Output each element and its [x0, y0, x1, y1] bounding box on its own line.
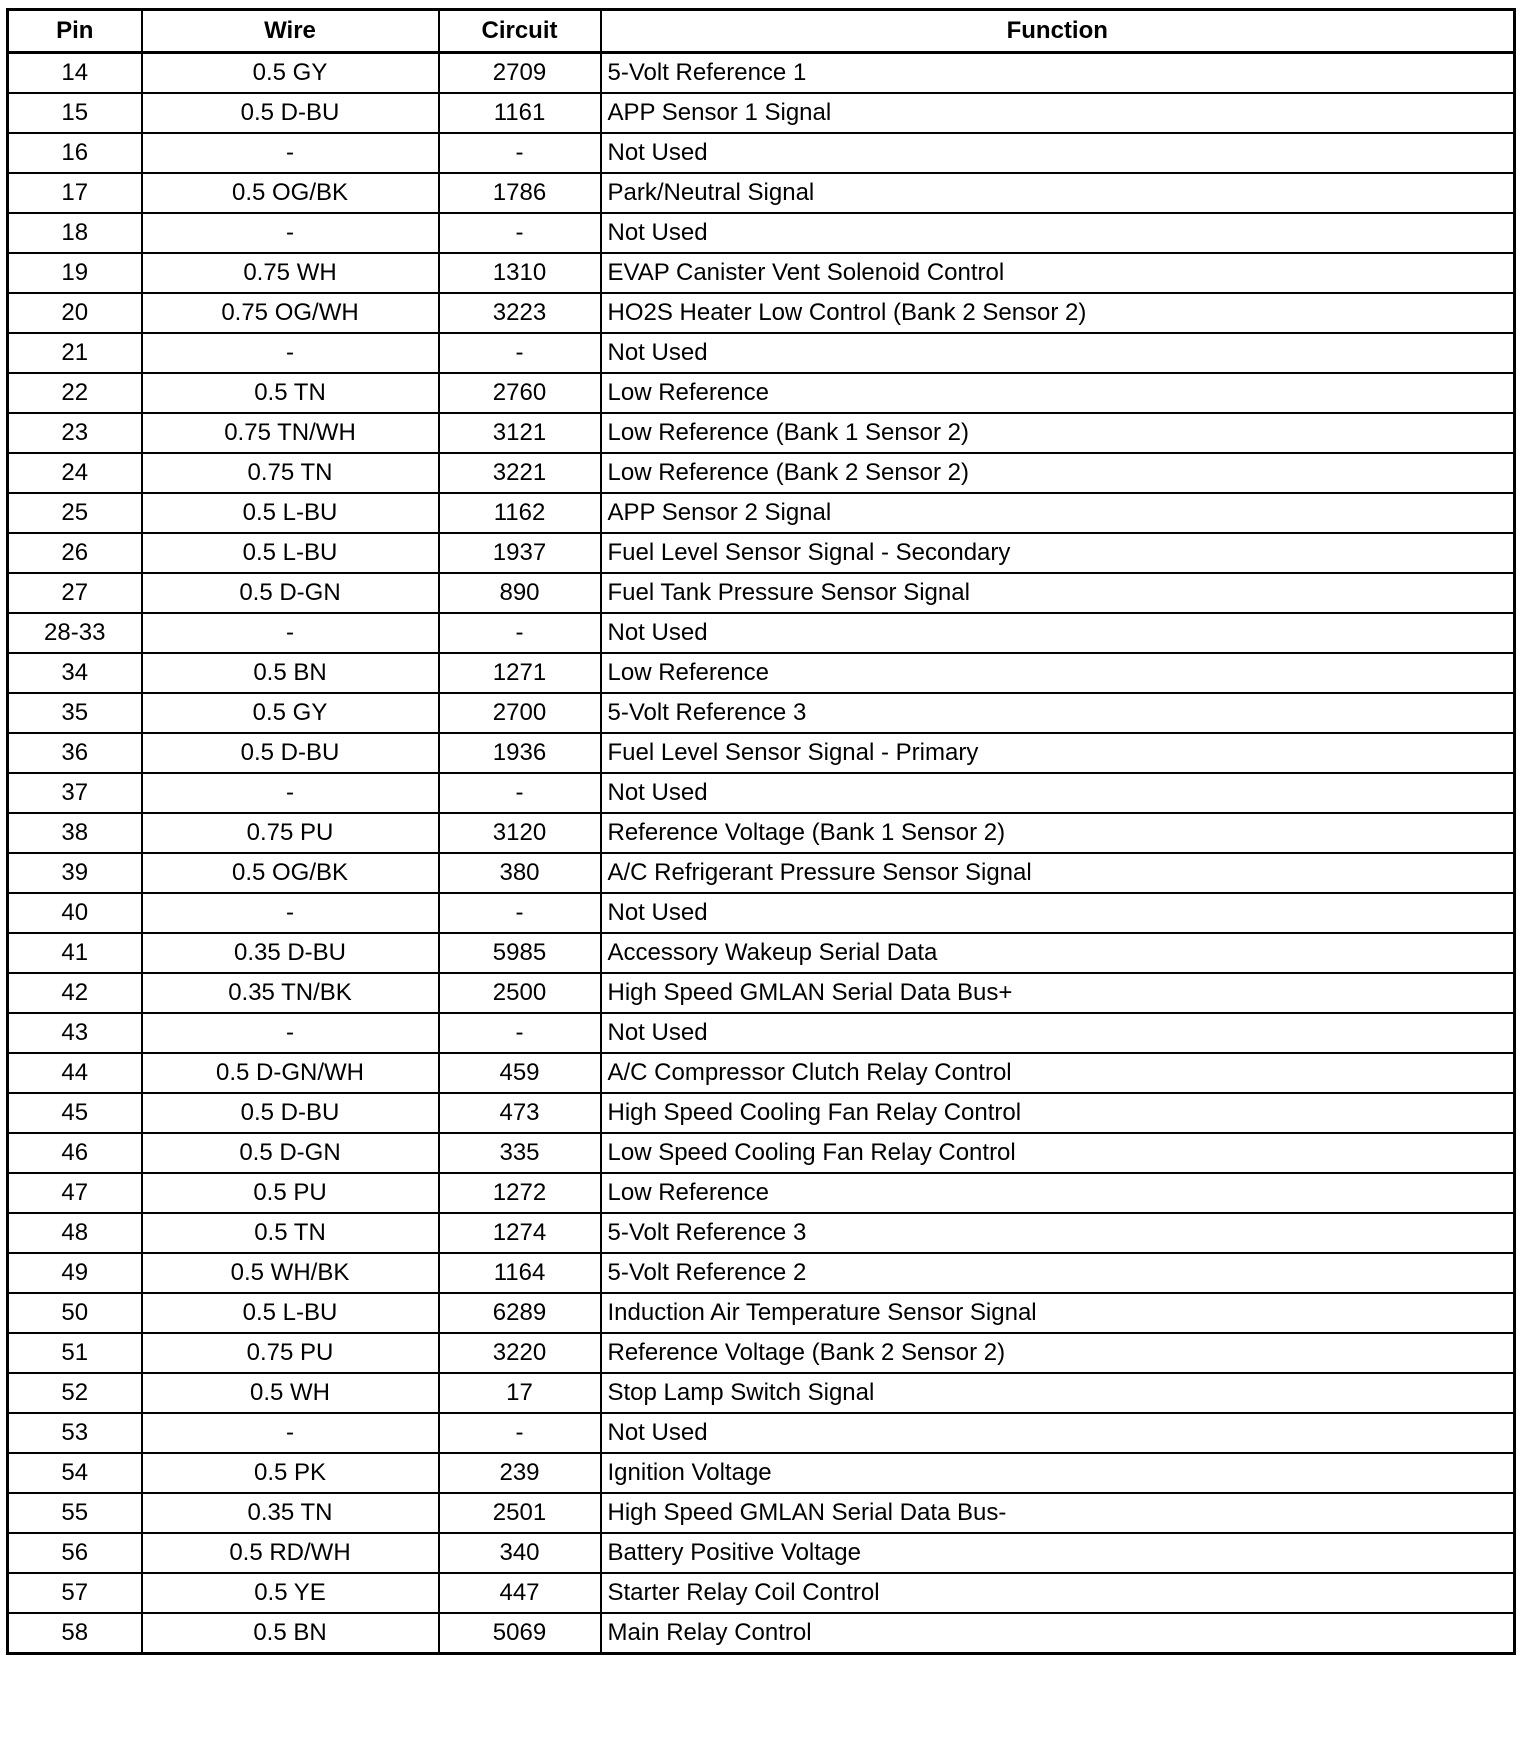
cell-function: Not Used	[601, 133, 1515, 173]
table-row	[8, 1253, 1515, 1293]
cell-wire: 0.5 L-BU	[142, 533, 439, 573]
cell-wire: 0.75 OG/WH	[142, 293, 439, 333]
cell-wire: -	[142, 893, 439, 933]
table-row	[8, 1613, 1515, 1654]
cell-function: EVAP Canister Vent Solenoid Control	[601, 253, 1515, 293]
cell-wire: 0.5 BN	[142, 653, 439, 693]
cell-wire: 0.5 D-BU	[142, 93, 439, 133]
table-row	[8, 413, 1515, 453]
cell-function: Battery Positive Voltage	[601, 1533, 1515, 1573]
cell-wire: 0.5 PK	[142, 1453, 439, 1493]
table-row	[8, 293, 1515, 333]
cell-function: 5-Volt Reference 3	[601, 1213, 1515, 1253]
cell-wire: -	[142, 1013, 439, 1053]
table-row	[8, 133, 1515, 173]
cell-pin: 23	[8, 413, 142, 453]
cell-pin: 52	[8, 1373, 142, 1413]
cell-circuit: 2709	[439, 53, 601, 94]
cell-pin: 56	[8, 1533, 142, 1573]
cell-circuit: 1164	[439, 1253, 601, 1293]
cell-function: HO2S Heater Low Control (Bank 2 Sensor 2)	[601, 293, 1515, 333]
cell-wire: 0.5 D-GN	[142, 573, 439, 613]
cell-pin: 54	[8, 1453, 142, 1493]
cell-function: Not Used	[601, 893, 1515, 933]
cell-pin: 34	[8, 653, 142, 693]
cell-wire: 0.5 RD/WH	[142, 1533, 439, 1573]
table-row	[8, 733, 1515, 773]
cell-wire: 0.5 WH	[142, 1373, 439, 1413]
cell-function: High Speed GMLAN Serial Data Bus+	[601, 973, 1515, 1013]
cell-pin: 44	[8, 1053, 142, 1093]
cell-pin: 18	[8, 213, 142, 253]
cell-pin: 42	[8, 973, 142, 1013]
cell-circuit: 1274	[439, 1213, 601, 1253]
cell-pin: 17	[8, 173, 142, 213]
cell-wire: 0.5 TN	[142, 373, 439, 413]
cell-wire: 0.5 OG/BK	[142, 853, 439, 893]
cell-circuit: 1161	[439, 93, 601, 133]
header-wire: Wire	[142, 10, 439, 53]
cell-wire: 0.5 L-BU	[142, 1293, 439, 1333]
table-row	[8, 1453, 1515, 1493]
cell-function: APP Sensor 1 Signal	[601, 93, 1515, 133]
cell-function: Fuel Tank Pressure Sensor Signal	[601, 573, 1515, 613]
cell-circuit: 2501	[439, 1493, 601, 1533]
cell-function: Not Used	[601, 213, 1515, 253]
table-row	[8, 1333, 1515, 1373]
cell-wire: -	[142, 333, 439, 373]
table-row	[8, 933, 1515, 973]
cell-function: Fuel Level Sensor Signal - Secondary	[601, 533, 1515, 573]
table-row	[8, 653, 1515, 693]
cell-circuit: 3221	[439, 453, 601, 493]
connector-pinout-table	[6, 8, 1516, 1655]
cell-circuit: 2500	[439, 973, 601, 1013]
cell-function: Reference Voltage (Bank 1 Sensor 2)	[601, 813, 1515, 853]
cell-wire: 0.5 GY	[142, 693, 439, 733]
table-row	[8, 1293, 1515, 1333]
cell-wire: 0.5 TN	[142, 1213, 439, 1253]
cell-pin: 39	[8, 853, 142, 893]
table-row	[8, 853, 1515, 893]
cell-pin: 26	[8, 533, 142, 573]
cell-circuit: 1272	[439, 1173, 601, 1213]
cell-pin: 38	[8, 813, 142, 853]
cell-wire: 0.75 WH	[142, 253, 439, 293]
cell-circuit: -	[439, 893, 601, 933]
cell-circuit: 1271	[439, 653, 601, 693]
cell-pin: 55	[8, 1493, 142, 1533]
cell-function: Accessory Wakeup Serial Data	[601, 933, 1515, 973]
cell-function: High Speed GMLAN Serial Data Bus-	[601, 1493, 1515, 1533]
header-function: Function	[601, 10, 1515, 53]
cell-circuit: 17	[439, 1373, 601, 1413]
cell-function: Main Relay Control	[601, 1613, 1515, 1654]
cell-function: Induction Air Temperature Sensor Signal	[601, 1293, 1515, 1333]
cell-circuit: 1162	[439, 493, 601, 533]
cell-function: Low Reference	[601, 373, 1515, 413]
cell-circuit: 6289	[439, 1293, 601, 1333]
cell-circuit: 447	[439, 1573, 601, 1613]
cell-circuit: 2700	[439, 693, 601, 733]
cell-wire: 0.35 TN/BK	[142, 973, 439, 1013]
cell-wire: 0.5 PU	[142, 1173, 439, 1213]
cell-function: APP Sensor 2 Signal	[601, 493, 1515, 533]
cell-pin: 47	[8, 1173, 142, 1213]
cell-circuit: 239	[439, 1453, 601, 1493]
cell-function: Not Used	[601, 613, 1515, 653]
cell-wire: 0.75 PU	[142, 1333, 439, 1373]
cell-circuit: 1786	[439, 173, 601, 213]
table-row	[8, 1013, 1515, 1053]
cell-function: Not Used	[601, 773, 1515, 813]
cell-circuit: 890	[439, 573, 601, 613]
cell-circuit: 459	[439, 1053, 601, 1093]
cell-circuit: 2760	[439, 373, 601, 413]
table-row	[8, 253, 1515, 293]
cell-pin: 50	[8, 1293, 142, 1333]
cell-circuit: -	[439, 773, 601, 813]
header-row	[8, 10, 1515, 53]
cell-function: Reference Voltage (Bank 2 Sensor 2)	[601, 1333, 1515, 1373]
table-row	[8, 773, 1515, 813]
header-circuit: Circuit	[439, 10, 601, 53]
cell-function: 5-Volt Reference 3	[601, 693, 1515, 733]
cell-circuit: -	[439, 1413, 601, 1453]
cell-pin: 19	[8, 253, 142, 293]
table-row	[8, 373, 1515, 413]
cell-function: Stop Lamp Switch Signal	[601, 1373, 1515, 1413]
cell-wire: 0.5 OG/BK	[142, 173, 439, 213]
table-row	[8, 1573, 1515, 1613]
cell-wire: 0.5 L-BU	[142, 493, 439, 533]
cell-function: Park/Neutral Signal	[601, 173, 1515, 213]
table-row	[8, 333, 1515, 373]
cell-circuit: -	[439, 333, 601, 373]
cell-pin: 53	[8, 1413, 142, 1453]
table-row	[8, 453, 1515, 493]
cell-circuit: 473	[439, 1093, 601, 1133]
cell-wire: 0.75 PU	[142, 813, 439, 853]
cell-wire: 0.35 TN	[142, 1493, 439, 1533]
cell-pin: 28-33	[8, 613, 142, 653]
cell-wire: 0.5 D-BU	[142, 1093, 439, 1133]
cell-function: Not Used	[601, 333, 1515, 373]
cell-pin: 48	[8, 1213, 142, 1253]
table-row	[8, 613, 1515, 653]
table-row	[8, 1413, 1515, 1453]
cell-pin: 49	[8, 1253, 142, 1293]
cell-pin: 40	[8, 893, 142, 933]
cell-circuit: 1936	[439, 733, 601, 773]
cell-pin: 35	[8, 693, 142, 733]
cell-wire: 0.5 GY	[142, 53, 439, 94]
cell-function: Fuel Level Sensor Signal - Primary	[601, 733, 1515, 773]
table-row	[8, 1493, 1515, 1533]
cell-wire: -	[142, 613, 439, 653]
cell-wire: 0.75 TN	[142, 453, 439, 493]
cell-function: Low Speed Cooling Fan Relay Control	[601, 1133, 1515, 1173]
cell-function: Low Reference	[601, 1173, 1515, 1213]
cell-function: Not Used	[601, 1413, 1515, 1453]
cell-wire: 0.5 D-BU	[142, 733, 439, 773]
cell-circuit: 3121	[439, 413, 601, 453]
cell-circuit: 340	[439, 1533, 601, 1573]
cell-pin: 20	[8, 293, 142, 333]
table-row	[8, 1173, 1515, 1213]
table-row	[8, 1213, 1515, 1253]
cell-wire: 0.5 WH/BK	[142, 1253, 439, 1293]
cell-function: A/C Refrigerant Pressure Sensor Signal	[601, 853, 1515, 893]
cell-function: Low Reference	[601, 653, 1515, 693]
cell-circuit: 335	[439, 1133, 601, 1173]
cell-circuit: -	[439, 133, 601, 173]
cell-pin: 15	[8, 93, 142, 133]
cell-circuit: -	[439, 613, 601, 653]
table-row	[8, 1093, 1515, 1133]
cell-circuit: 380	[439, 853, 601, 893]
cell-wire: 0.5 YE	[142, 1573, 439, 1613]
cell-pin: 22	[8, 373, 142, 413]
cell-function: Low Reference (Bank 2 Sensor 2)	[601, 453, 1515, 493]
cell-wire: -	[142, 773, 439, 813]
cell-wire: 0.5 D-GN/WH	[142, 1053, 439, 1093]
cell-wire: -	[142, 1413, 439, 1453]
table-row	[8, 493, 1515, 533]
table-row	[8, 1373, 1515, 1413]
cell-pin: 46	[8, 1133, 142, 1173]
cell-pin: 37	[8, 773, 142, 813]
cell-circuit: -	[439, 213, 601, 253]
cell-pin: 41	[8, 933, 142, 973]
cell-pin: 25	[8, 493, 142, 533]
cell-pin: 58	[8, 1613, 142, 1654]
cell-function: Low Reference (Bank 1 Sensor 2)	[601, 413, 1515, 453]
cell-circuit: -	[439, 1013, 601, 1053]
cell-circuit: 1310	[439, 253, 601, 293]
table-header	[8, 10, 1515, 53]
table-row	[8, 693, 1515, 733]
cell-wire: -	[142, 213, 439, 253]
cell-function: A/C Compressor Clutch Relay Control	[601, 1053, 1515, 1093]
cell-function: 5-Volt Reference 2	[601, 1253, 1515, 1293]
cell-wire: 0.75 TN/WH	[142, 413, 439, 453]
cell-function: Starter Relay Coil Control	[601, 1573, 1515, 1613]
cell-pin: 43	[8, 1013, 142, 1053]
cell-pin: 16	[8, 133, 142, 173]
cell-function: Ignition Voltage	[601, 1453, 1515, 1493]
cell-wire: 0.35 D-BU	[142, 933, 439, 973]
table-row	[8, 93, 1515, 133]
cell-circuit: 1937	[439, 533, 601, 573]
table-row	[8, 1133, 1515, 1173]
table-row	[8, 813, 1515, 853]
cell-circuit: 5985	[439, 933, 601, 973]
cell-pin: 51	[8, 1333, 142, 1373]
cell-circuit: 3120	[439, 813, 601, 853]
table-row	[8, 533, 1515, 573]
table-row	[8, 1053, 1515, 1093]
cell-function: Not Used	[601, 1013, 1515, 1053]
cell-wire: 0.5 BN	[142, 1613, 439, 1654]
table-row	[8, 973, 1515, 1013]
cell-pin: 24	[8, 453, 142, 493]
connector-pinout-sheet	[6, 8, 1513, 1655]
table-body	[8, 53, 1515, 1654]
cell-wire: 0.5 D-GN	[142, 1133, 439, 1173]
cell-circuit: 3223	[439, 293, 601, 333]
table-row	[8, 213, 1515, 253]
cell-pin: 14	[8, 53, 142, 94]
table-row	[8, 173, 1515, 213]
table-row	[8, 53, 1515, 94]
cell-pin: 21	[8, 333, 142, 373]
cell-pin: 27	[8, 573, 142, 613]
cell-function: 5-Volt Reference 1	[601, 53, 1515, 94]
cell-pin: 36	[8, 733, 142, 773]
cell-circuit: 5069	[439, 1613, 601, 1654]
cell-pin: 45	[8, 1093, 142, 1133]
table-row	[8, 1533, 1515, 1573]
cell-wire: -	[142, 133, 439, 173]
cell-circuit: 3220	[439, 1333, 601, 1373]
table-row	[8, 573, 1515, 613]
cell-pin: 57	[8, 1573, 142, 1613]
header-pin: Pin	[8, 10, 142, 53]
cell-function: High Speed Cooling Fan Relay Control	[601, 1093, 1515, 1133]
table-row	[8, 893, 1515, 933]
